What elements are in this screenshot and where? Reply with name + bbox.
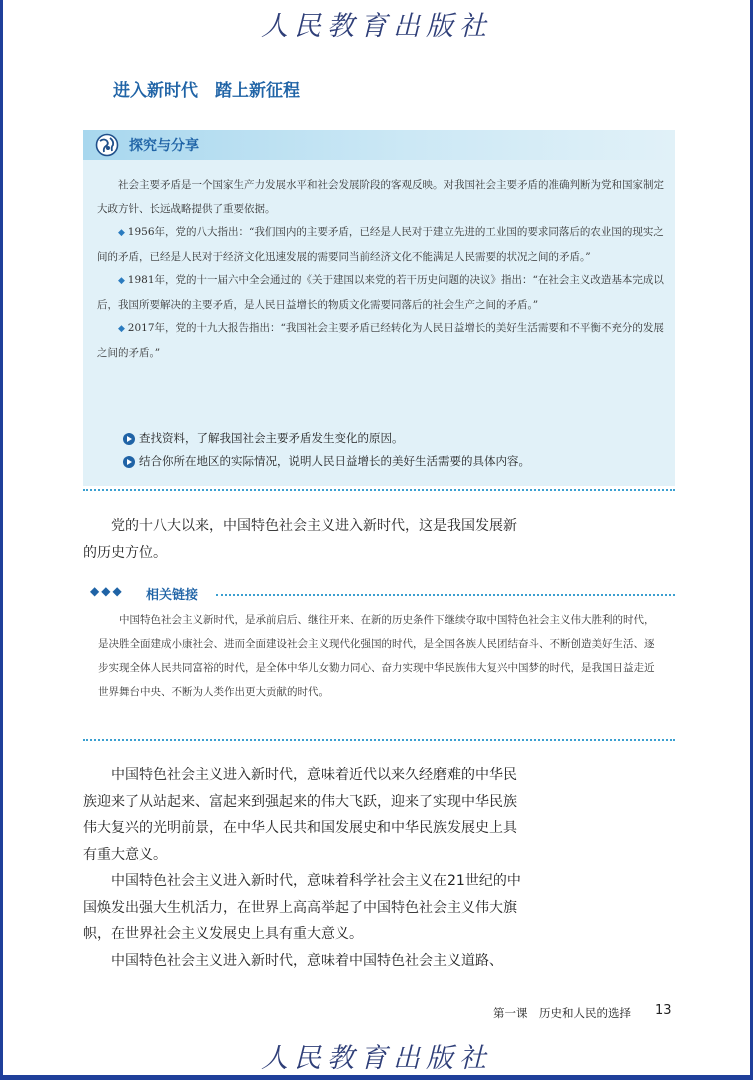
chapter-footer: 第一课 历史和人民的选择 xyxy=(493,1006,631,1020)
body-paragraphs xyxy=(83,762,529,974)
explore-item: ◆ 1981年，党的十一届六中全会通过的《关于建国以来党的若干历史问题的决议》指出：“在社会主义改造基本完成以后，我国所要解决的主要矛盾，是人民日益增长的物质文化需要同落后的社会生产之间的矛盾。” xyxy=(97,274,664,311)
body-paragraph: 党的十八大以来，中国特色社会主义进入新时代，这是我国发展新的历史方位。 xyxy=(83,518,517,561)
task-item: 查找资料，了解我国社会主要矛盾发生变化的原因。 xyxy=(123,427,663,450)
explore-title: 探究与分享 xyxy=(129,138,199,154)
diamonds-icon: ◆◆◆ xyxy=(90,584,124,598)
page-frame-left xyxy=(0,0,3,1080)
diamond-icon: ◆ xyxy=(118,228,128,238)
task-item: 结合你所在地区的实际情况，说明人民日益增长的美好生活需要的具体内容。 xyxy=(123,450,663,473)
related-link-text: 中国特色社会主义新时代，是承前启后、继往开来、在新的历史条件下继续夺取中国特色社会主义伟大胜利的时代，是决胜全面建成小康社会、进而全面建设社会主义现代化强国的时代，是全国各族人民团结奋斗、不断创造美好生活、逐步实现全体人民共同富裕的时代，是全体中华儿女勠力同心、奋力实现中华民族伟大复兴中国梦的时代，是我国日益走近世界舞台中央、不断为人类作出更大贡献的时代。 xyxy=(98,614,655,698)
play-bullet-icon xyxy=(123,433,135,445)
page-number: 13 xyxy=(655,1003,672,1018)
body-paragraph: 中国特色社会主义进入新时代，意味着中国特色社会主义道路、 xyxy=(111,952,503,969)
dotted-divider xyxy=(83,489,675,491)
publisher-logo-bottom: 人民教育出版社 xyxy=(261,1043,492,1074)
explore-intro: 社会主要矛盾是一个国家生产力发展水平和社会发展阶段的客观反映。对我国社会主要矛盾的准确判断为党和国家制定大政方针、长远战略提供了重要依据。 xyxy=(97,179,664,215)
globe-icon xyxy=(95,133,119,157)
related-link-header xyxy=(90,584,675,604)
play-bullet-icon xyxy=(123,456,135,468)
section-title: 进入新时代 踏上新征程 xyxy=(113,81,300,101)
publisher-logo-top: 人民教育出版社 xyxy=(261,11,492,42)
explore-item: ◆ 1956年，党的八大指出：“我们国内的主要矛盾，已经是人民对于建立先进的工业国的要求同落后的农业国的现实之间的矛盾，已经是人民对于经济文化迅速发展的需要同当前经济文化不能满足人民需要的状况之间的矛盾。” xyxy=(97,226,664,263)
explore-tasks xyxy=(123,427,663,473)
diamond-icon: ◆ xyxy=(118,276,128,286)
diamond-icon: ◆ xyxy=(118,324,128,334)
explore-header xyxy=(83,130,675,160)
dotted-divider xyxy=(83,739,675,741)
dotted-divider xyxy=(216,594,675,596)
page-frame-bottom xyxy=(0,1075,753,1080)
related-link-title: 相关链接 xyxy=(146,588,199,603)
body-paragraph: 中国特色社会主义进入新时代，意味着科学社会主义在21世纪的中国焕发出强大生机活力，在世界上高高举起了中国特色社会主义伟大旗帜，在世界社会主义发展史上具有重大意义。 xyxy=(83,873,521,942)
body-paragraph: 中国特色社会主义进入新时代，意味着近代以来久经磨难的中华民族迎来了从站起来、富起来到强起来的伟大飞跃，迎来了实现中华民族伟大复兴的光明前景，在中华人民共和国发展史和中华民族发展史上具有重大意义。 xyxy=(83,767,517,863)
explore-text xyxy=(97,174,665,365)
explore-item: ◆ 2017年，党的十九大报告指出：“我国社会主要矛盾已经转化为人民日益增长的美好生活需要和不平衡不充分的发展之间的矛盾。” xyxy=(97,322,664,359)
